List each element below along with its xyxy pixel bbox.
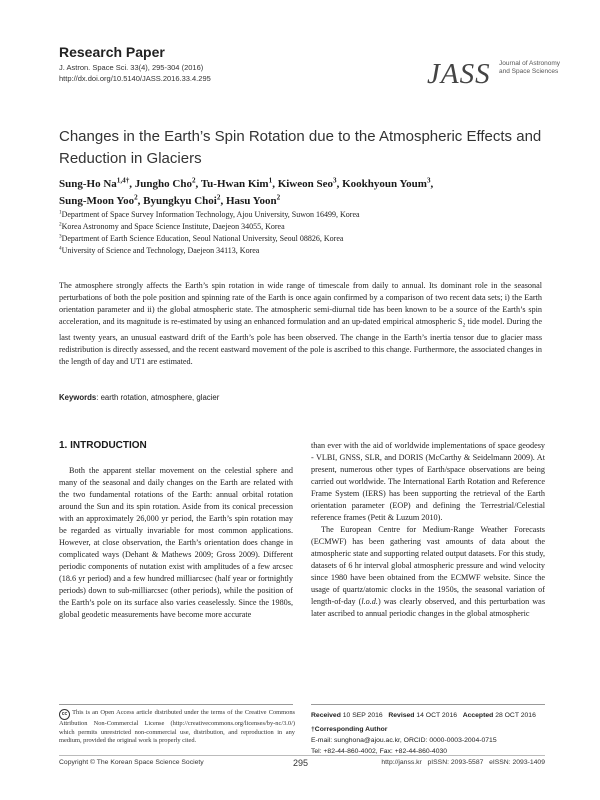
paragraph: than ever with the aid of worldwide implementations of space geodesy - VLBI, GNSS, SLR, and DORIS (McCarthy & Seidelmann 2009). At present, numerous other types of Earth/space observations are being carried out worldwide. The International Earth Rotation and Reference Frame System (IERS) has been supporting the retrieval of the Earth orientation parameter (EOP) and defining the Terrestrial/Celestial reference frames (Petit & Luzum 2010). bbox=[311, 441, 545, 522]
keywords-label: Keywords bbox=[59, 393, 97, 402]
affiliation bbox=[59, 221, 549, 233]
paragraph bbox=[311, 524, 545, 620]
author-list: Sung-Ho $Na^{1,4\dagger}$, Jungho Cho$^2$, Tu-Hwan Kim$^1$, Kiweon Seo$^3$, Kookhyoun Youm$^3$, Sung-Moon Yoo$^2$, Byungkyu Choi$^2$, Hasu Yoon$^2$ bbox=[59, 176, 434, 207]
author-name: Jungho Cho bbox=[134, 178, 192, 190]
author-name: Hasu Yoon bbox=[225, 195, 277, 207]
journal-logo bbox=[427, 58, 561, 98]
revised-date: 14 OCT 2016 bbox=[416, 712, 458, 719]
citation: J. Astron. Space Sci. 33(4), 295-304 (2016) bbox=[59, 63, 204, 72]
accepted-label: Accepted bbox=[462, 712, 494, 719]
accepted-date: 28 OCT 2016 bbox=[495, 712, 536, 719]
body-column-left bbox=[59, 440, 293, 621]
corresponding-email[interactable]: E-mail: sunghona@ajou.ac.kr, ORCID: 0000-0003-2004-0715 bbox=[311, 737, 497, 744]
abstract-text-2: tide model. During the last twenty years, an unusual eastward drift of the Earth’s pole has been observed. The change in the Earth’s inertia tensor due to glacier mass redistribution is directly assessed, and the recent eastward movement of the pole is ascribed to this change. Furthermore, the associated changes in the length of day and UT1 are estimated. bbox=[59, 317, 542, 366]
author-affiliation-mark: 2 bbox=[134, 193, 138, 202]
affiliation bbox=[59, 233, 549, 245]
abstract bbox=[59, 280, 542, 368]
affiliation-mark: 1 bbox=[59, 209, 62, 216]
divider bbox=[311, 704, 545, 705]
affiliation-text: Department of Space Survey Information Technology, Ajou University, Suwon 16499, Korea bbox=[61, 210, 360, 219]
journal-info: http://janss.kr pISSN: 2093-5587 eISSN: 2093-1409 bbox=[381, 759, 545, 766]
author-affiliation-mark: 3 bbox=[333, 176, 337, 185]
affiliation-mark: 4 bbox=[59, 245, 62, 252]
received-date: 10 SEP 2016 bbox=[342, 712, 383, 719]
author-name: Kookhyoun Youm bbox=[342, 178, 427, 190]
author-name: Tu-Hwan Kim bbox=[200, 178, 269, 190]
affiliation bbox=[59, 209, 549, 221]
journal-header bbox=[59, 44, 561, 104]
author-affiliation-mark: 2 bbox=[191, 176, 196, 185]
revised-label: Revised bbox=[388, 712, 415, 719]
affiliation-text: Korea Astronomy and Space Science Institute, Daejeon 34055, Korea bbox=[61, 222, 285, 231]
section-heading: 1. INTRODUCTION bbox=[59, 440, 147, 451]
logo-text: JASS bbox=[427, 58, 491, 90]
paragraph-text: ) was clearly observed, and this perturbation was later ascribed to annual periodic changes in the global atmospheric bbox=[311, 597, 545, 618]
italic-term: l.o.d. bbox=[361, 597, 378, 606]
affiliation-mark: 2 bbox=[59, 221, 62, 228]
footer-divider bbox=[59, 755, 545, 756]
author-name: Sung-Moon Yoo bbox=[59, 195, 135, 207]
author-affiliation-mark: 3 bbox=[426, 176, 431, 185]
keywords bbox=[59, 393, 219, 402]
affiliation-text: University of Science and Technology, Daejeon 34113, Korea bbox=[61, 246, 260, 255]
license-note bbox=[59, 709, 295, 746]
doi-link[interactable]: http://dx.doi.org/10.5140/JASS.2016.33.4.295 bbox=[59, 74, 211, 83]
affiliation-list bbox=[59, 209, 549, 257]
corresponding-author bbox=[311, 724, 497, 757]
article-dates bbox=[311, 712, 536, 719]
page-number: 295 bbox=[293, 758, 309, 768]
author-name: Kiweon Seo bbox=[277, 178, 333, 190]
body-column-right bbox=[311, 440, 545, 620]
author-name: Byungkyu Choi bbox=[143, 195, 217, 207]
paragraph-text: The European Centre for Medium-Range Weather Forecasts (ECMWF) has been gathering vast amounts of data about the atmospheric state and supporting related output datasets. For this study, datasets of 6 hr interval global atmospheric pressure and wind velocity since 1980 have been obtained from the ECMWF website. Since the usage of quartz/atomic clocks in the 1950s, the seasonal variation of length-of-day ( bbox=[311, 525, 545, 606]
author-name: Sung-Ho Na bbox=[59, 178, 117, 190]
article-type-label: Research Paper bbox=[59, 44, 165, 60]
author-affiliation-mark: 1 bbox=[268, 176, 273, 185]
affiliation bbox=[59, 245, 549, 257]
abstract-subscript: 2 bbox=[462, 322, 466, 329]
received-label: Received bbox=[311, 712, 341, 719]
license-text: This is an Open Access article distributed under the terms of the Creative Commons Attribution Non-Commercial License (http://creativecommons.org/licenses/by-nc/3.0/) which permits unrestricted non-commercial use, distribution, and reproduction in any medium, provided the original work is properly cited. bbox=[59, 709, 295, 745]
affiliation-text: Department of Earth Science Education, Seoul National University, Seoul 08826, Korea bbox=[61, 234, 344, 243]
cc-icon: cc bbox=[59, 709, 70, 720]
author-affiliation-mark: 1,4† bbox=[116, 176, 130, 185]
keywords-text: : earth rotation, atmosphere, glacier bbox=[96, 393, 220, 402]
author-affiliation-mark: 2 bbox=[276, 193, 281, 202]
affiliation-mark: 3 bbox=[59, 233, 62, 240]
abstract-text-1: The atmosphere strongly affects the Earth’s spin rotation in wide range of timescale from daily to annual. Its dominant role in the seasonal perturbations of both the pole position and spinning rate of the Earth is once again confirmed by a comparison of two recent data sets; i) the Earth orientation parameter and ii) the global atmospheric state. The atmospheric semi-diurnal tide has been known to be a source of the Earth’s spin acceleration, and its magnitude is re-estimated by using an enhanced formulation and an up-dated empirical atmospheric S bbox=[59, 281, 542, 326]
logo-subtitle: Journal of Astronomy and Space Sciences bbox=[499, 60, 561, 75]
paper-title: Changes in the Earth’s Spin Rotation due to the Atmospheric Effects and Reduction in Glaciers bbox=[59, 128, 542, 167]
divider bbox=[59, 704, 293, 705]
paragraph: Both the apparent stellar movement on the celestial sphere and many of the seasonal and daily changes on the Earth are related with the two fundamental rotations of the Earth: annual orbital rotation around the Sun and its spin rotation. Aside from its conical precession with an approximately 26,000 yr period, the Earth’s spin rotation may be regarded as virtually invariable for most common applications. However, at close observation, the Earth’s orientation does change in complicated ways (Dehant & Mathews 2009; Gross 2009). Different periodic components of nutation exist with amplitudes of a few arcsec (18.6 yr period) and a few hundred milliarcsec (half year or fortnightly periods) down to sub-milliarcsec (other periods), while the position of the Earth’s pole on its surface also varies ceaselessly. Since the 1980s, global geodetic measurements have become more accurate bbox=[59, 466, 293, 619]
author-affiliation-mark: 2 bbox=[216, 193, 221, 202]
corresponding-tel: Tel: +82-44-860-4002, Fax: +82-44-860-4030 bbox=[311, 748, 448, 755]
copyright: Copyright © The Korean Space Science Society bbox=[59, 759, 204, 766]
corresponding-label: †Corresponding Author bbox=[311, 726, 388, 733]
